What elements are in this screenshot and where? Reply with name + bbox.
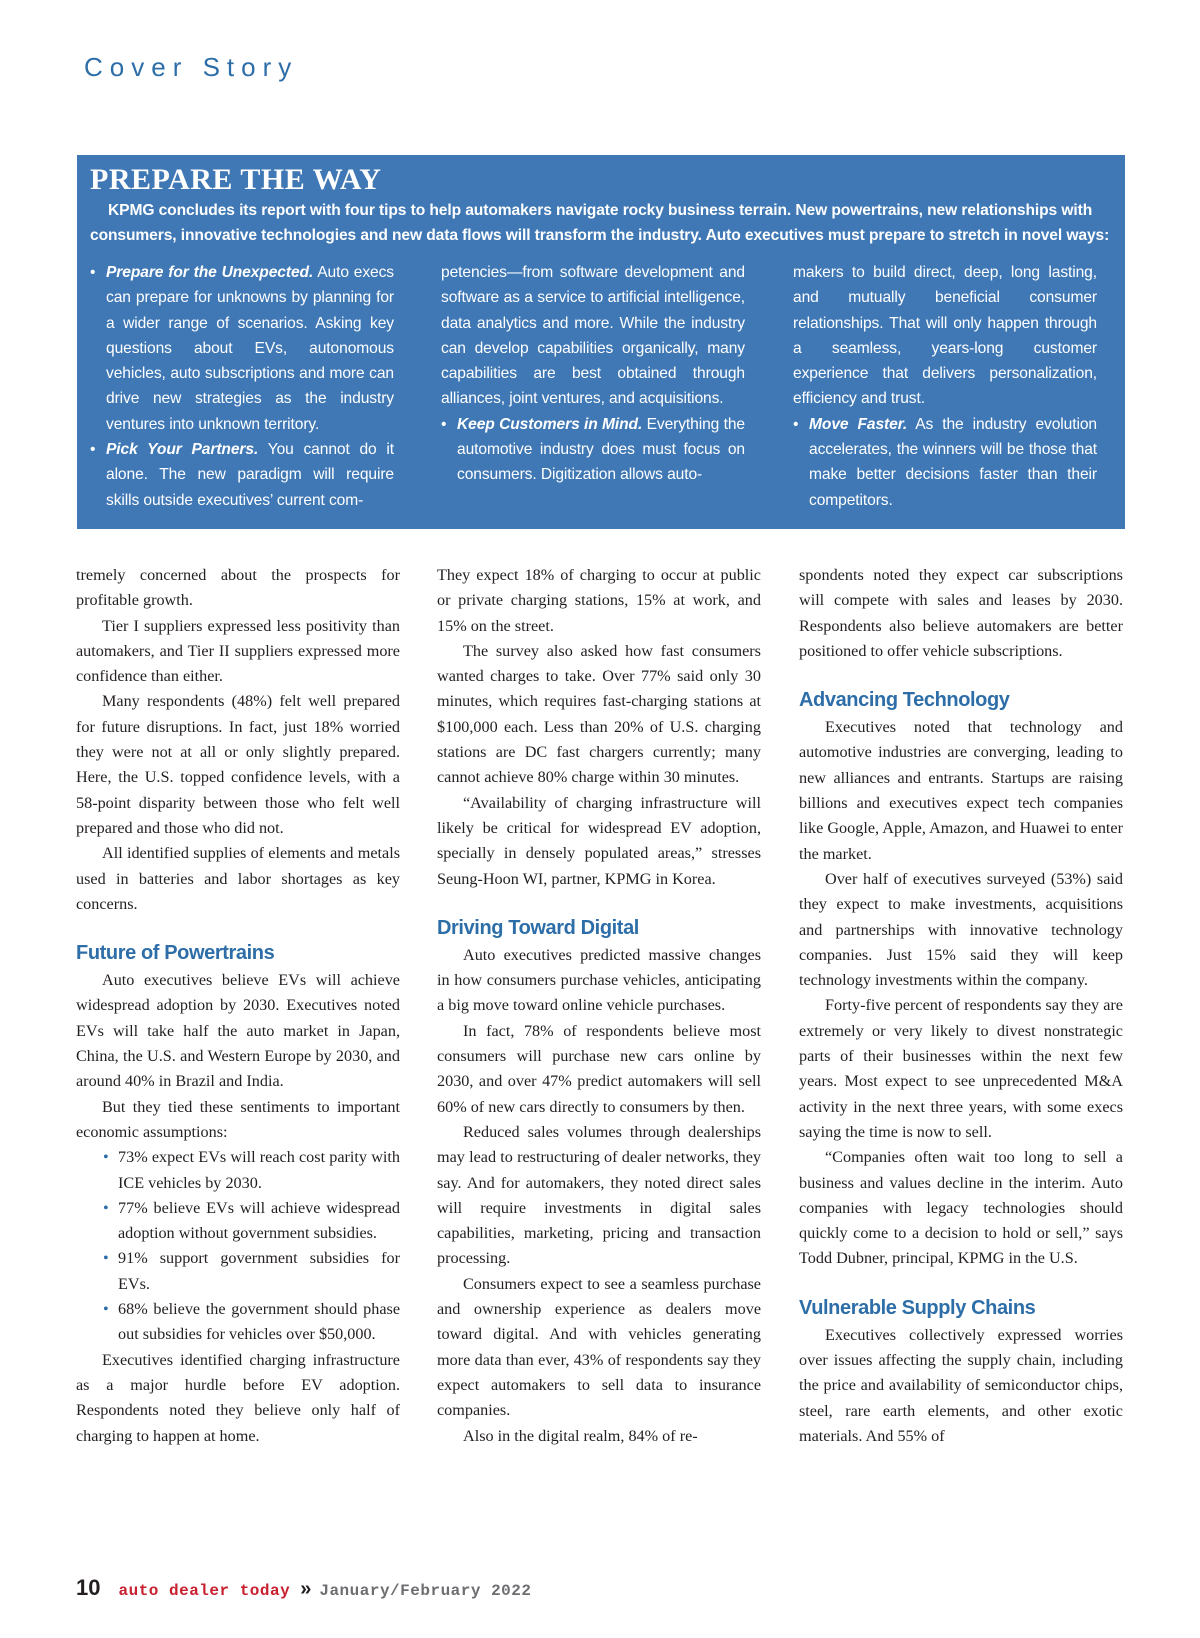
paragraph: spondents noted they expect car subscriptions will compete with sales and leases by 2030. Respondents also believe automakers are better positioned to offer vehicle subscriptions. [799, 566, 1123, 660]
subheading: Vulnerable Supply Chains [799, 1296, 1036, 1319]
sidebar-column-2 [441, 260, 745, 488]
sidebar-title: PREPARE THE WAY [90, 163, 382, 196]
paragraph: tremely concerned about the prospects for profitable growth. [76, 566, 400, 610]
paragraph: In fact, 78% of respondents believe most consumers will purchase new cars online by 2030, and over 47% predict automakers will sell 60% of new cars directly to consumers by then. [437, 1021, 761, 1116]
tip-text: Auto execs can prepare for unknowns by planning for a wider range of scenarios. Asking key questions about EVs, autonomous vehicles, auto subscriptions and more can drive new strategies as the industry ventures into unknown territory. [106, 264, 394, 433]
tip-title: Keep Customers in Mind. [457, 415, 643, 433]
paragraph: Executives identified charging infrastructure as a major hurdle before EV adoption. Respondents noted they believe only half of charging to happen at home. [76, 1350, 400, 1445]
paragraph: “Companies often wait too long to sell a business and values decline in the interim. Auto companies with legacy technologies should quickly come to a decision to hold or sell,” says Todd Dubner, principal, KPMG in the U.S. [799, 1148, 1123, 1268]
bullet-list [76, 1145, 400, 1347]
sidebar-tip [793, 412, 1097, 513]
body-column-3 [799, 563, 1123, 1449]
body-column-1 [76, 563, 400, 1449]
subheading: Advancing Technology [799, 689, 1010, 712]
sidebar-tip [90, 437, 394, 513]
paragraph: Reduced sales volumes through dealerships may lead to restructuring of dealer networks, they say. And for automakers, they noted direct sales will require investments in digital sales capabilities, marketing, pricing and transaction processing. [437, 1122, 761, 1268]
tip-text: You cannot do it alone. The new paradigm will require skills outside executives’ current com- [106, 441, 395, 509]
paragraph: “Availability of charging infrastructure will likely be critical for widespread EV adoption, specially in densely populated areas,” stresses Seung-Hoon WI, partner, KPMG in Korea. [437, 793, 761, 888]
tip-title: Pick Your Partners. [106, 441, 259, 459]
list-item: • 77% believe EVs will achieve widespread adoption without government subsidies. [76, 1196, 400, 1247]
paragraph: Auto executives predicted massive changes in how consumers purchase vehicles, anticipating a big move toward online vehicle purchases. [437, 945, 761, 1015]
tip-text: Everything the automotive industry does must focus on consumers. Digitization allows auto- [457, 415, 745, 484]
issue-date: January/February 2022 [319, 1582, 532, 1600]
separator-icon: » [300, 1578, 312, 1600]
list-item: • 91% support government subsidies for EVs. [76, 1246, 400, 1297]
sidebar-box [77, 155, 1125, 529]
list-item: • 73% expect EVs will reach cost parity with ICE vehicles by 2030. [76, 1145, 400, 1196]
paragraph: But they tied these sentiments to important economic assumptions: [76, 1097, 400, 1141]
subheading: Future of Powertrains [76, 942, 275, 965]
paragraph: They expect 18% of charging to occur at public or private charging stations, 15% at work, and 15% on the street. [437, 566, 761, 635]
paragraph: Also in the digital realm, 84% of re- [463, 1426, 698, 1445]
paragraph: Consumers expect to see a seamless purchase and ownership experience as dealers move toward digital. And with vehicles generating more data than ever, 43% of respondents say they expect automakers to sell data to insurance companies. [437, 1274, 761, 1420]
sidebar-tip [441, 412, 745, 488]
paragraph: Tier I suppliers expressed less positivity than automakers, and Tier II suppliers expressed more confidence than either. [76, 616, 400, 686]
tip-text: As the industry evolution accelerates, the winners will be those that make better decisions faster than their competitors. [809, 415, 1097, 509]
paragraph: Many respondents (48%) felt well prepared for future disruptions. In fact, just 18% worried they were not at all or only slightly prepared. Here, the U.S. topped confidence levels, with a 58-point disparity between those who felt well prepared and those who did not. [76, 692, 400, 837]
paragraph: Forty-five percent of respondents say they are extremely or very likely to divest nonstrategic parts of their businesses within the next few years. Most expect to see unprecedented M&A activity in the next three years, with some execs saying the time is now to sell. [799, 996, 1123, 1141]
paragraph: Executives noted that technology and automotive industries are converging, leading to new alliances and entrants. Startups are raising billions and executives expect tech companies like Google, Apple, Amazon, and Huawei to enter the market. [799, 718, 1123, 863]
paragraph: Over half of executives surveyed (53%) said they expect to make investments, acquisitions and partnerships with innovative technology companies. Just 15% said they will keep technology investments within the company. [799, 869, 1123, 990]
paragraph: Auto executives believe EVs will achieve widespread adoption by 2030. Executives noted EVs will take half the auto market in Japan, China, the U.S. and Western Europe by 2030, and around 40% in Brazil and India. [76, 971, 400, 1091]
sidebar-column-3 [793, 260, 1097, 513]
body-column-2 [437, 563, 761, 1449]
paragraph: The survey also asked how fast consumers wanted charges to take. Over 77% said only 30 minutes, which requires fast-charging stations at $100,000 each. Less than 20% of U.S. charging stations are DC fast chargers currently; many cannot achieve 80% charge within 30 minutes. [437, 641, 761, 787]
tip-text-continued: petencies—from software development and software as a service to artificial intelligence, data analytics and more. While the industry can develop capabilities organically, many capabilities are best obtained through alliances, joint ventures, and acquisitions. [441, 264, 745, 408]
publication-name: auto dealer today [118, 1582, 291, 1600]
list-item: • 68% believe the government should phase out subsidies for vehicles over $50,000. [76, 1297, 400, 1348]
tip-text-continued: makers to build direct, deep, long lasting, and mutually beneficial consumer relationships. That will only happen through a seamless, years-long customer experience that delivers personalization, efficiency and trust. [793, 264, 1097, 408]
tip-title: Move Faster. [809, 415, 908, 433]
sidebar-intro: KPMG concludes its report with four tips to help automakers navigate rocky business terrain. New powertrains, new relationships with consumers, innovative technologies and new data flows will transform the industry. Auto executives must prepare to stretch in novel ways: [90, 202, 1110, 244]
section-label: Cover Story [84, 52, 299, 82]
paragraph: All identified supplies of elements and metals used in batteries and labor shortages as key concerns. [76, 844, 400, 913]
sidebar-column-1 [90, 260, 394, 513]
subheading: Driving Toward Digital [437, 916, 639, 939]
sidebar-tip [90, 260, 394, 437]
tip-title: Prepare for the Unexpected. [106, 264, 314, 281]
page-number: 10 [76, 1575, 101, 1600]
paragraph: Executives collectively expressed worries over issues affecting the supply chain, including the price and availability of semiconductor chips, steel, rare earth elements, and other exotic materials. And 55% of [799, 1325, 1123, 1445]
page-footer [76, 1575, 531, 1601]
